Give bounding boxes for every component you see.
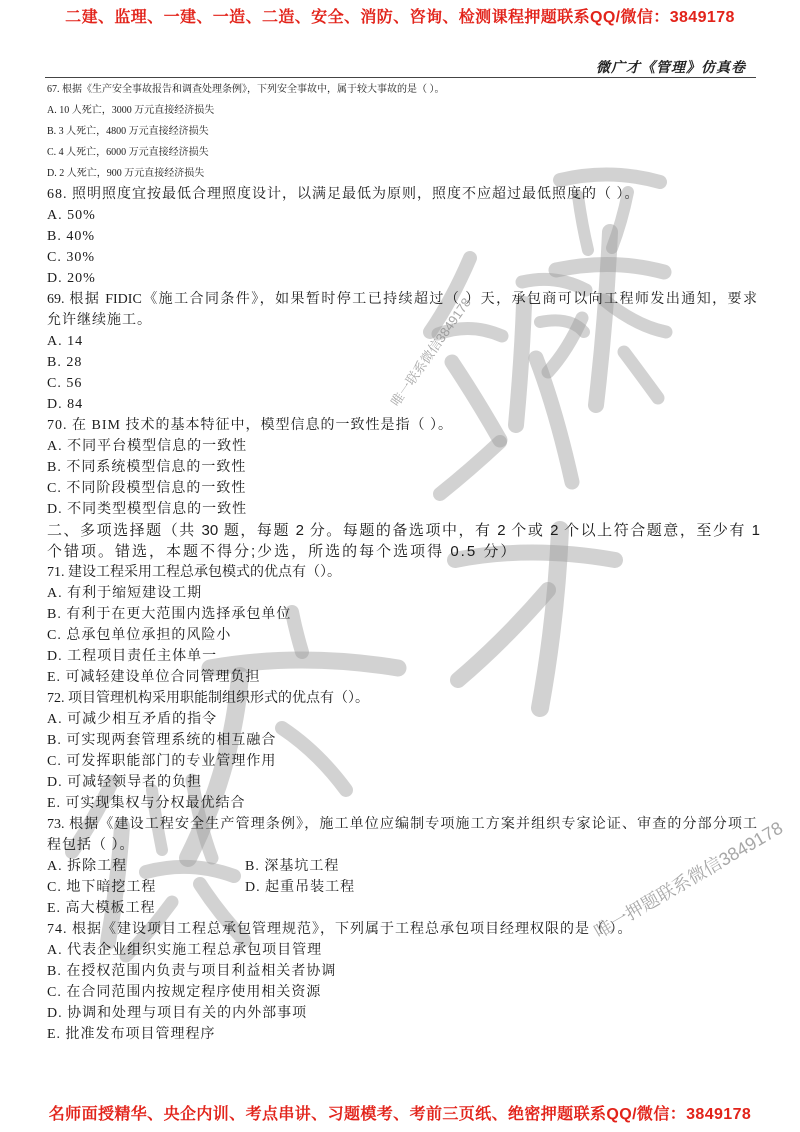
- question-68-option-d: D. 20%: [47, 271, 96, 286]
- brush-stroke: [540, 320, 584, 332]
- contact-watermark-upper: 唯一联系微信3849178: [387, 295, 474, 410]
- question-69-option-a: A. 14: [47, 334, 84, 349]
- question-73-option-b: B. 深基坑工程: [245, 859, 340, 874]
- question-69-option-b: B. 28: [47, 355, 83, 370]
- question-70-option-d: D. 不同类型模型信息的一致性: [47, 502, 248, 517]
- brush-stroke: [146, 867, 234, 876]
- brush-stroke: [452, 362, 500, 440]
- question-67-option-a: A. 10 人死亡，3000 万元直接经济损失: [47, 105, 215, 116]
- brush-stroke: [440, 442, 500, 494]
- question-69-stem-line-1: 69. 根据 FIDIC《施工合同条件》，如果暂时停工已持续超过（ ）天，承包商可以向工程师发出通知，要求: [47, 292, 757, 307]
- question-67-option-b: B. 3 人死亡，4800 万元直接经济损失: [47, 126, 209, 137]
- question-68-stem: 68. 照明照度宜按最低合理照度设计，以满足最低为原则，照度不应超过最低照度的（ ）。: [47, 187, 640, 202]
- brush-stroke: [458, 590, 548, 680]
- question-67-option-c: C. 4 人死亡，6000 万元直接经济损失: [47, 147, 209, 158]
- top-promo-banner: 二建、监理、一建、一造、二造、安全、消防、咨询、检测课程押题联系QQ/微信：3849178: [65, 9, 735, 26]
- bottom-promo-banner: 名师面授精华、央企内训、考点串讲、习题模考、考前三页纸、绝密押题联系QQ/微信：3849178: [48, 1106, 752, 1123]
- running-header-title: 微广才《管理》仿真卷: [596, 60, 746, 76]
- question-73-option-a: A. 拆除工程: [47, 859, 128, 874]
- question-68-option-b: B. 40%: [47, 229, 95, 244]
- question-72-option-c: C. 可发挥职能部门的专业管理作用: [47, 754, 277, 769]
- contact-watermark-lower: 唯一押题联系微信3849178: [590, 817, 787, 943]
- question-71-option-e: E. 可减轻建设单位合同管理负担: [47, 670, 261, 685]
- brush-stroke: [560, 174, 660, 182]
- question-72-option-b: B. 可实现两套管理系统的相互融合: [47, 733, 277, 748]
- question-68-option-a: A. 50%: [47, 208, 96, 223]
- question-67-stem: 67. 根据《生产安全事故报告和调查处理条例》，下列安全事故中，属于较大事故的是（ ）。: [47, 84, 445, 95]
- question-69-option-d: D. 84: [47, 397, 84, 412]
- question-74-option-d: D. 协调和处理与项目有关的内外部事项: [47, 1006, 308, 1021]
- question-72-option-d: D. 可减轻领导者的负担: [47, 775, 203, 790]
- question-68-option-c: C. 30%: [47, 250, 95, 265]
- question-72-stem: 72. 项目管理机构采用职能制组织形式的优点有（）。: [47, 691, 369, 706]
- brush-stroke: [536, 358, 572, 482]
- question-74-option-a: A. 代表企业组织实施工程总承包项目管理: [47, 943, 323, 958]
- question-74-stem: 74. 根据《建设项目工程总承包管理规范》，下列属于工程总承包项目经理权限的是（ ）。: [47, 922, 633, 937]
- question-69-stem-line-2: 允许继续施工。: [47, 313, 152, 328]
- question-71-option-d: D. 工程项目责任主体单一: [47, 649, 218, 664]
- question-73-option-e: E. 高大模板工程: [47, 901, 156, 916]
- brush-stroke: [624, 352, 658, 398]
- question-71-option-c: C. 总承包单位承担的风险小: [47, 628, 232, 643]
- question-73-option-c: C. 地下暗挖工程: [47, 880, 157, 895]
- question-70-stem: 70. 在 BIM 技术的基本特征中，模型信息的一致性是指（ ）。: [47, 418, 453, 433]
- brush-stroke: [516, 304, 524, 425]
- section-heading-line-1: 二、多项选择题（共 30 题，每题 2 分。每题的备选项中，有 2 个或 2 个以上符合题意，至少有 1: [47, 522, 760, 539]
- brush-stroke: [282, 728, 346, 790]
- question-69-option-c: C. 56: [47, 376, 83, 391]
- question-70-option-a: A. 不同平台模型信息的一致性: [47, 439, 248, 454]
- question-72-option-e: E. 可实现集权与分权最优结合: [47, 796, 246, 811]
- question-74-option-b: B. 在授权范围内负责与项目利益相关者协调: [47, 964, 337, 979]
- question-71-option-b: B. 有利于在更大范围内选择承包单位: [47, 607, 292, 622]
- question-74-option-e: E. 批准发布项目管理程序: [47, 1027, 216, 1042]
- question-71-stem: 71. 建设工程采用工程总承包模式的优点有（）。: [47, 565, 341, 580]
- question-71-option-a: A. 有利于缩短建设工期: [47, 586, 203, 601]
- question-74-option-c: C. 在合同范围内按规定程序使用相关资源: [47, 985, 322, 1000]
- question-70-option-c: C. 不同阶段模型信息的一致性: [47, 481, 247, 496]
- question-73-stem-line-1: 73. 根据《建设工程安全生产管理条例》，施工单位应编制专项施工方案并组织专家论证、审查的分部分项工: [47, 817, 757, 832]
- question-72-option-a: A. 可减少相互矛盾的指令: [47, 712, 218, 727]
- brush-stroke: [292, 612, 302, 652]
- question-73-option-d: D. 起重吊装工程: [245, 880, 356, 895]
- section-heading-line-2: 个错项。错选，本题不得分;少选，所选的每个选项得 0.5 分）: [47, 543, 518, 560]
- question-70-option-b: B. 不同系统模型信息的一致性: [47, 460, 247, 475]
- question-67-option-d: D. 2 人死亡，900 万元直接经济损失: [47, 168, 205, 179]
- question-73-stem-line-2: 程包括（ ）。: [47, 838, 135, 853]
